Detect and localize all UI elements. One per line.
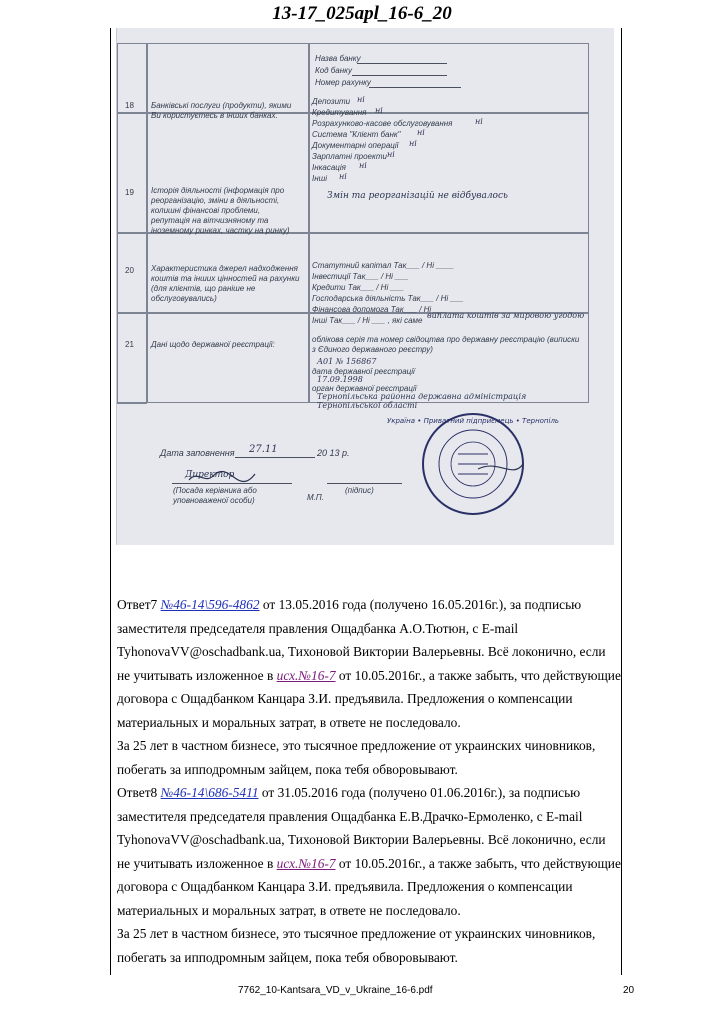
answer-paragraph [117,593,622,734]
service-label: Зарплатні проекти [312,152,387,161]
service-label: Кредитування [312,108,367,117]
service-value: ні [387,150,395,159]
service-value: ні [339,172,347,181]
registration-number: А01 № 156867 [317,357,377,366]
document-header: 13-17_025apl_16-6_20 [272,3,452,24]
service-value: ні [409,139,417,148]
mp-label: М.П. [307,493,324,502]
signature-label: (підпис) [345,486,374,495]
underline [352,75,447,76]
service-value: ні [375,106,383,115]
scanned-form-image [116,28,614,545]
paragraph-text: от 10.05.2016г., а также забыть, что действующие договора с Ощадбанком Канцара З.И. предъявила. Предложения о компенсации материальных и моральных затрат, в ответе не последовало. [117,855,621,918]
funds-source-item: Фінансова допомога Так___ / Ні ___ [312,305,447,314]
funds-source-item: Кредити Так___ / Ні ___ [312,283,404,292]
funds-source-item: Статутний капітал Так___ / Ні ____ [312,261,454,270]
signature-role: Директор [185,470,235,480]
history-value: Змін та реорганізацій не відбувалось [327,191,508,201]
service-label: Депозити [312,97,351,106]
account-number-label: Номер рахунку [315,78,371,87]
underline [235,457,315,458]
row-label: Дані щодо державної реєстрації: [151,340,275,349]
table-cell [147,313,309,403]
paragraph-text: Ответ7 [117,597,161,612]
funds-source-value: виплата коштів за мировою угодою [427,311,585,320]
signature-icon [187,468,257,486]
funds-source-item: Інші Так___ / Ні ___ , які саме [312,316,423,325]
body-text [117,593,622,969]
registration-field: орган державної реєстрації [312,384,417,393]
underline [327,483,402,484]
comment-paragraph: За 25 лет в частном бизнесе, это тысячное предложение от украинских чиновников, побегать за ипподромным зайцем, пока тебя обворовывают. [117,926,596,965]
service-label: Інші [312,174,328,183]
row-number: 20 [125,266,134,275]
row-number: 21 [125,340,134,349]
position-label: (Посада керівника або уповноваженої особи) [173,486,257,505]
paragraph-text: от 31.05.2016 года (получено 01.06.2016г.), за подписью заместителя председателя правления Ощадбанка Е.В.Драчко-Ермоленко, с E-mail TyhonovaVV@oschadbank.ua, Тихоновой Виктории Валерьевны. Всё локонично, если не учитывать изложенное в [117,785,606,871]
bank-name-label: Назва банку [315,54,361,63]
funds-source-item: Господарська діяльність Так___ / Ні ___ [312,294,464,303]
service-value: ні [357,95,365,104]
table-cell [117,403,147,404]
page-number: 20 [623,985,635,996]
registration-date: 17.09.1998 [317,375,363,384]
underline [357,63,447,64]
bank-code-label: Код банку [315,66,352,75]
comment-paragraph: За 25 лет в частном бизнесе, это тысячное предложение от украинских чиновников, побегать за ипподромным зайцем, пока тебя обворовывают. [117,738,596,777]
reference-link[interactable]: №46-14\686-5411 [160,785,259,800]
reference-link[interactable]: №46-14\596-4862 [160,597,260,612]
paragraph-text: от 13.05.2016 года (получено 16.05.2016г.), за подписью заместителя председателя правления Ощадбанка А.О.Тютюн, с E-mail TyhonovaVV@oschadbank.ua, Тихоновой Виктории Валерьевны. Всё локонично, если не учитывать изложенное в [117,597,606,683]
date-label: Дата заповнення [160,448,235,458]
paragraph-text: от 10.05.2016г., а также забыть, что действующие договора с Ощадбанком Канцара З.И. предъявила. Предложения о компенсации материальных и моральных затрат, в ответе не последовало. [117,667,621,730]
stamp-text: Україна • Приватний підприємець • Тернопіль [386,417,560,425]
date-year: 20 13 р. [317,448,350,458]
service-label: Документарні операції [312,141,399,150]
seal-icon [386,409,560,519]
service-label: Інкасація [312,163,346,172]
reference-link[interactable]: исх.№16-7 [276,667,336,683]
table-cell [117,313,147,403]
reference-link[interactable]: исх.№16-7 [276,855,336,871]
footer-filename: 7762_10-Kantsara_VD_v_Ukraine_16-6.pdf [238,985,433,996]
registration-field: дата державної реєстрації [312,367,415,376]
service-label: Система "Клієнт банк" [312,130,401,139]
table-cell [117,113,147,233]
row-number: 18 [125,101,134,110]
answer-paragraph [117,781,622,922]
registration-authority: Тернопільська районна державна адміністрація Тернопільської області [317,392,527,410]
row-label: Історія діяльності (інформація про реорганізацію, зміни в діяльності, колишні фінансові проблеми, репутація на вітчизняному та іноземному ринках, частку на ринку) [151,186,290,235]
service-label: Розрахунково-касове обслуговування [312,119,453,128]
row-label: Характеристика джерел надходження коштів та інших цінностей на рахунки (для клієнтів, що раніше не обслуговувались) [151,264,300,303]
row-number: 19 [125,188,134,197]
underline [369,87,461,88]
service-value: ні [359,161,367,170]
service-value: ні [475,117,483,126]
registration-field: облікова серія та номер свідоцтва про державну реєстрацію (виписки з Єдиного державного реєстру) [312,335,580,354]
row-label: Банківські послуги (продукти), якими Ви користуєтесь в інших банках. [151,101,292,120]
date-value: 27.11 [249,444,278,455]
left-margin-line [110,28,111,975]
service-value: ні [417,128,425,137]
paragraph-text: Ответ8 [117,785,161,800]
funds-source-item: Інвестиції Так___ / Ні ___ [312,272,409,281]
